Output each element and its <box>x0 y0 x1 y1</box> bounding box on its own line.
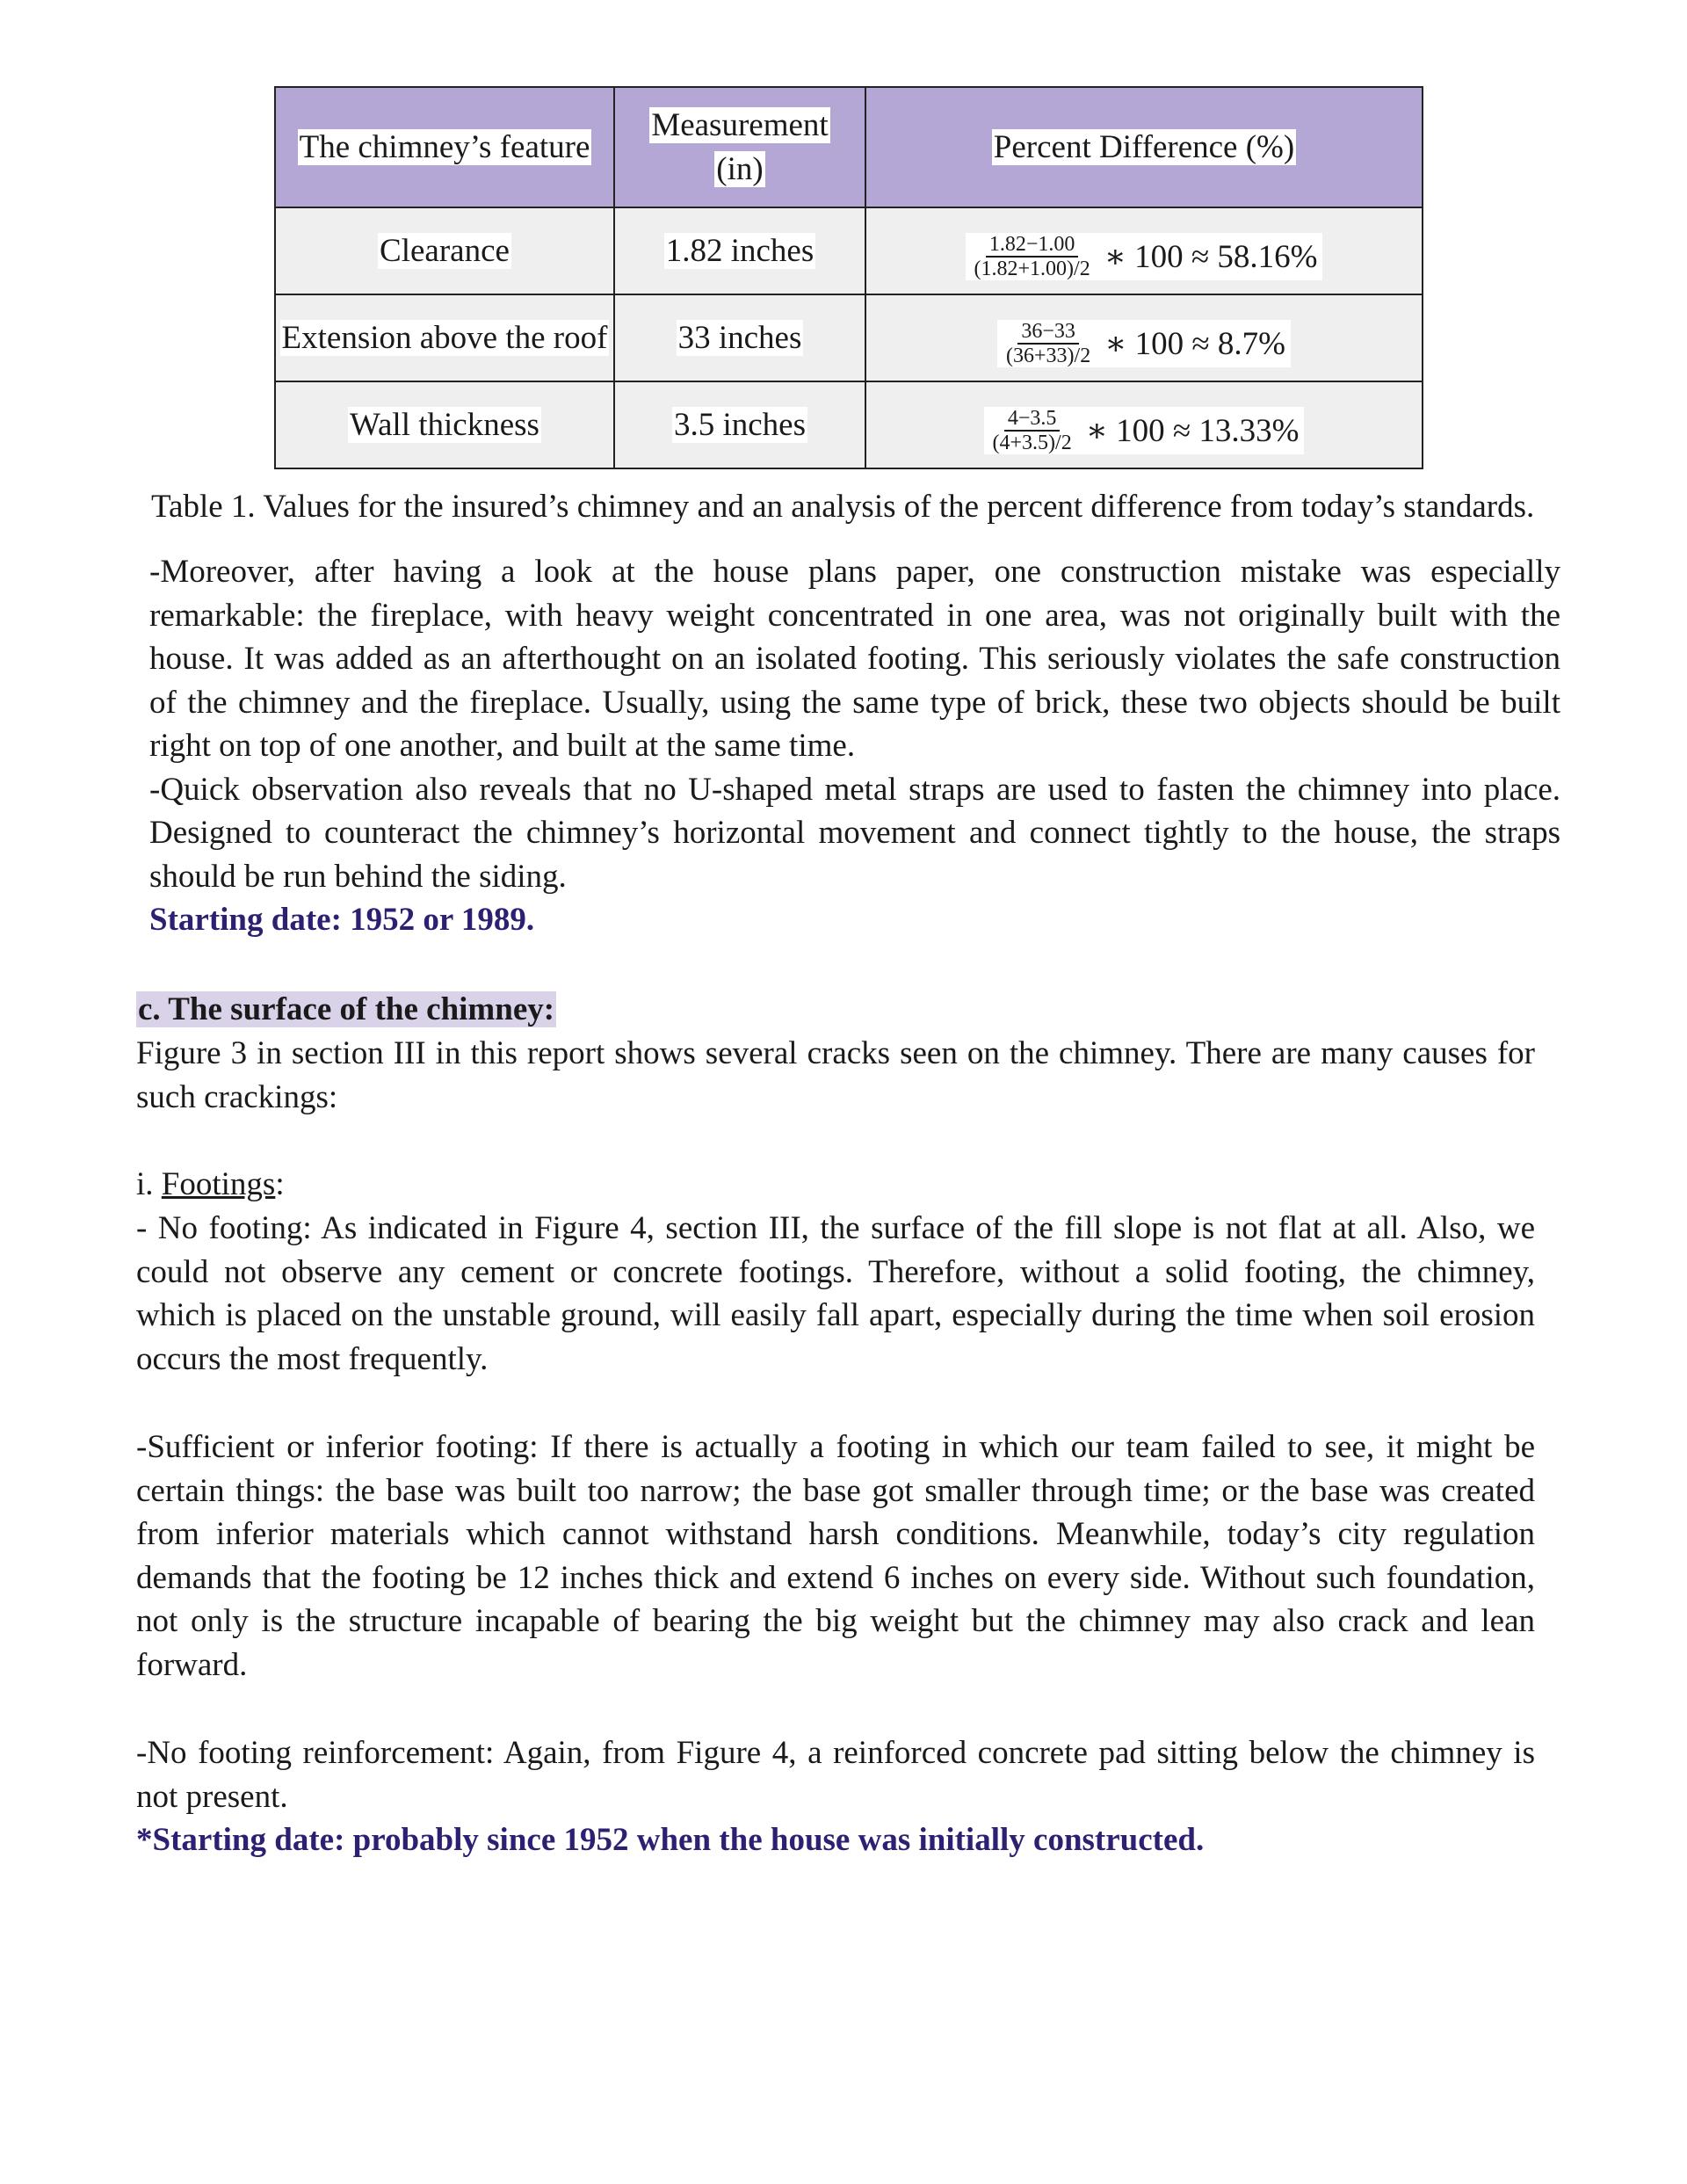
text-line: which is placed on the unstable ground, will easily fall apart, especially during the time when soil erosion <box>136 1297 1535 1333</box>
cell-feature: Extension above the roof <box>275 294 614 381</box>
header-feature: The chimney’s feature <box>275 87 614 207</box>
text-line: not only is the structure incapable of bearing the big weight but the chimney may also crack and lean <box>136 1603 1535 1639</box>
footings-heading: i. Footings: <box>136 1166 285 1202</box>
paragraph-no-footing <box>136 1207 1535 1381</box>
cell-formula <box>865 381 1423 468</box>
text-line: house. It was added as an afterthought on an isolated footing. This seriously violates the safe construction <box>149 641 1560 677</box>
cell-measurement: 33 inches <box>614 294 865 381</box>
text-line: could not observe any cement or concrete footings. Therefore, without a solid footing, the chimney, <box>136 1253 1535 1290</box>
fraction-denominator: (4+3.5)/2 <box>992 432 1072 454</box>
paragraph-reinforcement <box>136 1731 1535 1862</box>
fraction-numerator: 36−33 <box>1017 320 1079 345</box>
text-line: remarkable: the fireplace, with heavy weight concentrated in one area, was not originally built with the <box>149 597 1560 634</box>
percent-formula <box>997 320 1291 367</box>
text-line: Designed to counteract the chimney’s horizontal movement and connect tightly to the house, the straps <box>149 815 1560 851</box>
text-line: forward. <box>136 1646 248 1683</box>
header-percent-difference: Percent Difference (%) <box>865 87 1423 207</box>
starting-date-note: *Starting date: probably since 1952 when the house was initially constructed. <box>136 1822 1205 1858</box>
cell-measurement: 1.82 inches <box>614 207 865 294</box>
formula-result: ∗ 100 ≈ 13.33% <box>1085 413 1300 449</box>
table-row <box>275 381 1423 468</box>
percent-formula <box>966 233 1323 280</box>
text-line: not present. <box>136 1778 288 1815</box>
text-line: from inferior materials which cannot withstand harsh conditions. Meanwhile, today’s city regulation <box>136 1516 1535 1552</box>
text-line: -Moreover, after having a look at the house plans paper, one construction mistake was especially <box>149 554 1560 590</box>
paragraph-moreover <box>149 550 1560 942</box>
cell-formula <box>865 207 1423 294</box>
text-line: such crackings: <box>136 1078 338 1115</box>
text-line: occurs the most frequently. <box>136 1340 489 1377</box>
text-line: -Sufficient or inferior footing: If there is actually a footing in which our team failed to see, it might be <box>136 1429 1535 1465</box>
paragraph-figure3 <box>136 1032 1535 1119</box>
paragraph-sufficient-footing <box>136 1426 1535 1687</box>
table-row <box>275 294 1423 381</box>
formula-result: ∗ 100 ≈ 8.7% <box>1104 326 1285 362</box>
percent-formula <box>984 407 1305 454</box>
text-line: - No footing: As indicated in Figure 4, section III, the surface of the fill slope is not flat at all. Also, we <box>136 1210 1535 1246</box>
section-heading: c. The surface of the chimney: <box>138 991 555 1027</box>
chimney-values-table <box>274 86 1423 469</box>
cell-measurement: 3.5 inches <box>614 381 865 468</box>
cell-formula <box>865 294 1423 381</box>
fraction-numerator: 4−3.5 <box>1004 407 1061 432</box>
text-line: right on top of one another, and built at the same time. <box>149 728 856 764</box>
fraction-denominator: (1.82+1.00)/2 <box>974 258 1090 280</box>
text-line: -Quick observation also reveals that no U-shaped metal straps are used to fasten the chimney into place. <box>149 771 1560 808</box>
table-caption: Table 1. Values for the insured’s chimney and an analysis of the percent difference from today’s standards. <box>151 489 1535 525</box>
cell-feature: Clearance <box>275 207 614 294</box>
formula-result: ∗ 100 ≈ 58.16% <box>1104 239 1318 275</box>
text-line: Figure 3 in section III in this report shows several cracks seen on the chimney. There are many causes for <box>136 1035 1535 1071</box>
text-line: -No footing reinforcement: Again, from Figure 4, a reinforced concrete pad sitting below the chimney is <box>136 1735 1535 1771</box>
header-measurement: Measurement (in) <box>614 87 865 207</box>
cell-feature: Wall thickness <box>275 381 614 468</box>
fraction-numerator: 1.82−1.00 <box>986 233 1079 258</box>
text-line: certain things: the base was built too narrow; the base got smaller through time; or the base was created <box>136 1472 1535 1509</box>
table-header-row <box>275 87 1423 207</box>
starting-date-note: Starting date: 1952 or 1989. <box>149 902 535 938</box>
fraction-denominator: (36+33)/2 <box>1006 345 1091 367</box>
text-line: demands that the footing be 12 inches thick and extend 6 inches on every side. Without such foundation, <box>136 1559 1535 1596</box>
table-row <box>275 207 1423 294</box>
text-line: of the chimney and the fireplace. Usually, using the same type of brick, these two objects should be built <box>149 684 1560 721</box>
text-line: should be run behind the siding. <box>149 858 567 895</box>
